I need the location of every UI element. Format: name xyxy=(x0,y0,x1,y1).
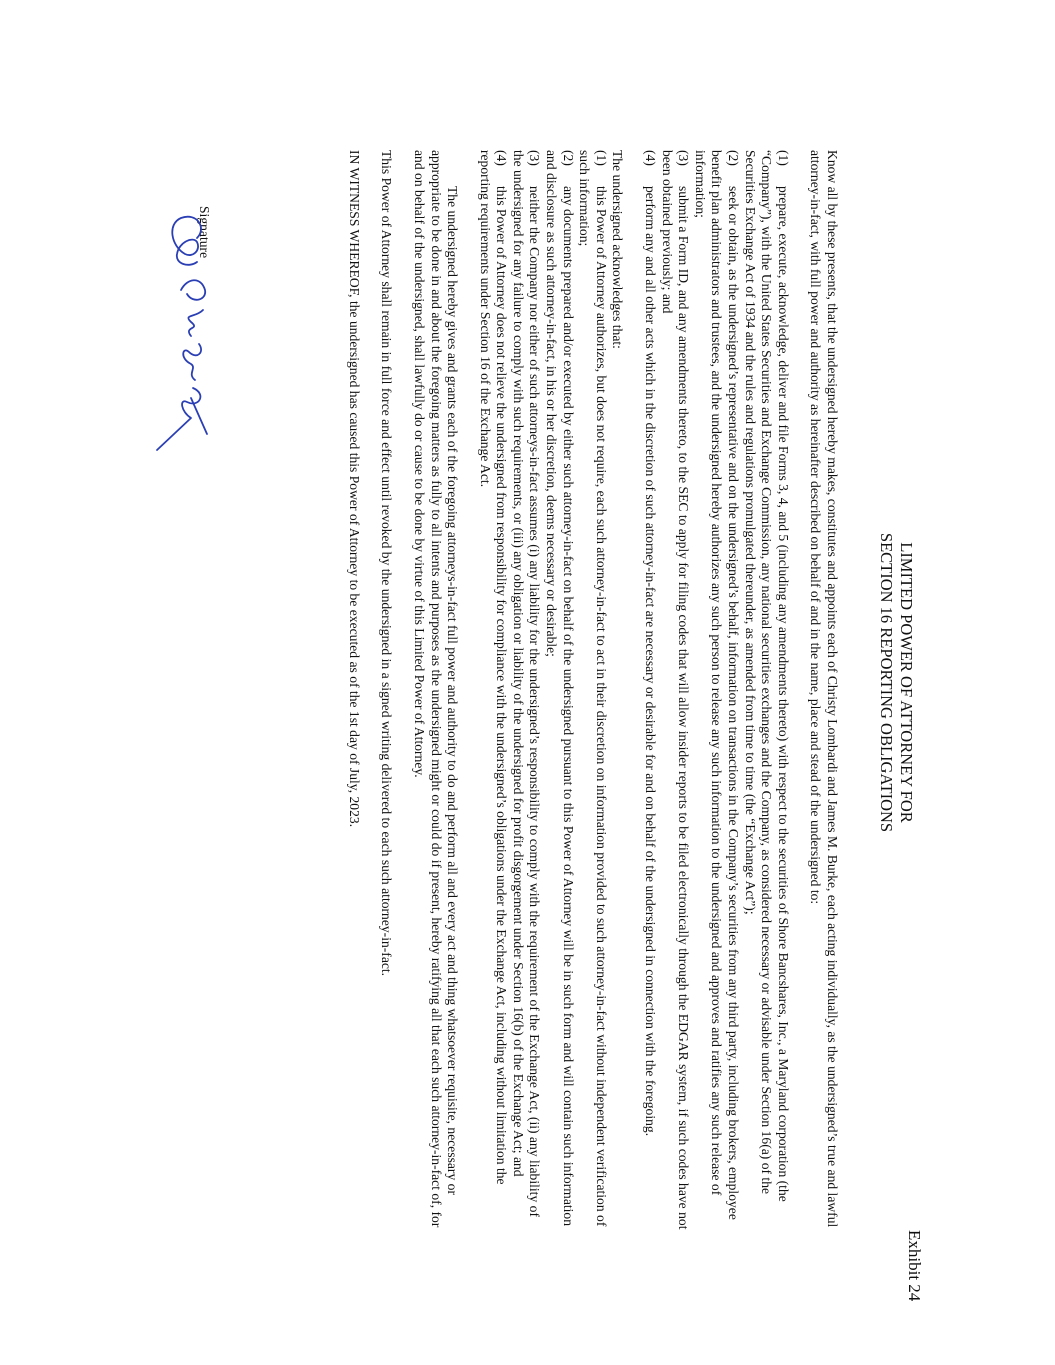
grant-paragraph: The undersigned hereby gives and grants each of the foregoing attorneys-in-fact full power and authority to do and perform all and every act and thing whatsoever requisite, necessary or appropriate to be done in and about the foregoing matters as fully to all intents and purposes as the undersigned might or could do if present, hereby ratifying all that each such attorney-in-fact of, for and on behalf of the undersigned, shall lawfully do or cause to be done by virtue of this Limited Power of Attorney. xyxy=(411,150,461,1228)
power-text: submit a Form ID, and any amendments thereto, to the SEC to apply for filing codes that will allow insider reports to be filed electronically through the EDGAR system, if such codes have not been obtained previously; and xyxy=(659,150,692,1230)
acknowledgement-number: (1) xyxy=(593,150,609,166)
acknowledgement-number: (4) xyxy=(494,150,510,166)
powers-list xyxy=(641,150,790,1235)
document-body xyxy=(345,150,840,1235)
power-number: (4) xyxy=(643,150,659,166)
power-number: (2) xyxy=(726,150,742,166)
acknowledgement-item xyxy=(476,150,509,1235)
witness-paragraph: IN WITNESS WHEREOF, the undersigned has caused this Power of Attorney to be executed as of the 1st day of July, 2023. xyxy=(346,150,362,828)
power-number: (3) xyxy=(676,150,692,166)
acknowledgement-text: any documents prepared and/or executed by either such attorney-in-fact on behalf of the undersigned pursuant to this Power of Attorney will be in such form and will contain such information and disclosure as such attorney-in-fact, in his or her discretion, deems necessary or desirable; xyxy=(544,150,576,1227)
acknowledgement-item xyxy=(509,150,542,1235)
acknowledgement-text: neither the Company nor either of such attorneys-in-fact assumes (i) any liability for the undersigned’s responsibility to comply with the requirement of the Exchange Act, (ii) any liability of the undersigned for any failure to comply with such requirements, or (iii) any obligation or liability of the undersigned for profit disgorgement under Section 16(b) of the Exchange Act; and xyxy=(510,150,543,1217)
acknowledgements-list xyxy=(476,150,609,1235)
power-text: seek or obtain, as the undersigned’s representative and on the undersigned’s behalf, information on transactions in the Company’s securities from any third party, including brokers, employee benefit plan administrators and trustees, and the undersigned hereby authorizes any such person to release any such information to the undersigned and approves and ratifies any such release of information; xyxy=(692,150,742,1220)
power-item xyxy=(741,150,791,1235)
intro-paragraph: Know all by these presents, that the undersigned hereby makes, constitutes and appoints each of Christy Lombardi and James M. Burke, each acting individually, as the undersigned’s true and lawful attorney-in-fact, with full power and authority as hereinafter described on behalf of and in the name, place and stead of the undersigned to: xyxy=(808,150,840,1228)
acknowledgement-item xyxy=(576,150,609,1235)
power-item xyxy=(658,150,691,1235)
acknowledgement-number: (2) xyxy=(560,150,576,166)
exhibit-label: Exhibit 24 xyxy=(905,1230,924,1302)
signature-strokes xyxy=(157,217,207,450)
acknowledgement-text: this Power of Attorney does not relieve the undersigned from responsibility for compliance with the undersigned’s obligations under the Exchange Act, including without limitation the reporting requirements under Section 16 of the Exchange Act. xyxy=(477,150,510,1185)
document-title-line-1: LIMITED POWER OF ATTORNEY FOR xyxy=(897,542,916,823)
power-number: (1) xyxy=(775,150,791,166)
force-paragraph: This Power of Attorney shall remain in full force and effect until revoked by the undersigned in a signed writing delivered to each such attorney-in-fact. xyxy=(379,150,395,977)
signature-label: Signature xyxy=(197,206,212,259)
handwritten-signature xyxy=(137,198,237,468)
power-text: perform any and all other acts which in the discretion of such attorney-in-fact are necessary or desirable for and on behalf of the undersigned in connection with the foregoing. xyxy=(643,186,659,1137)
acknowledgement-number: (3) xyxy=(527,150,543,166)
acknowledgement-text: this Power of Attorney authorizes, but does not require, each such attorney-in-fact to act in their discretion on information provided to such attorney-in-fact without independent verification of such information; xyxy=(577,150,609,1227)
power-item xyxy=(691,150,741,1235)
acknowledgement-item xyxy=(543,150,576,1235)
acknowledges-heading: The undersigned acknowledges that: xyxy=(610,150,626,349)
power-item xyxy=(641,150,658,1235)
power-text: prepare, execute, acknowledge, deliver and file Forms 3, 4, and 5 (including any amendments thereto) with respect to the securities of Shore Bancshares, Inc., a Maryland corporation (the “Company”), with the United States Securities and Exchange Commission, any national securities exchanges and the Company, as considered necessary or advisable under Section 16(a) of the Securities Exchange Act of 1934 and the rules and regulations promulgated thereunder, as amended from time to time (the “Exchange Act”); xyxy=(742,150,791,1202)
document-title-line-2: SECTION 16 REPORTING OBLIGATIONS xyxy=(877,532,896,833)
